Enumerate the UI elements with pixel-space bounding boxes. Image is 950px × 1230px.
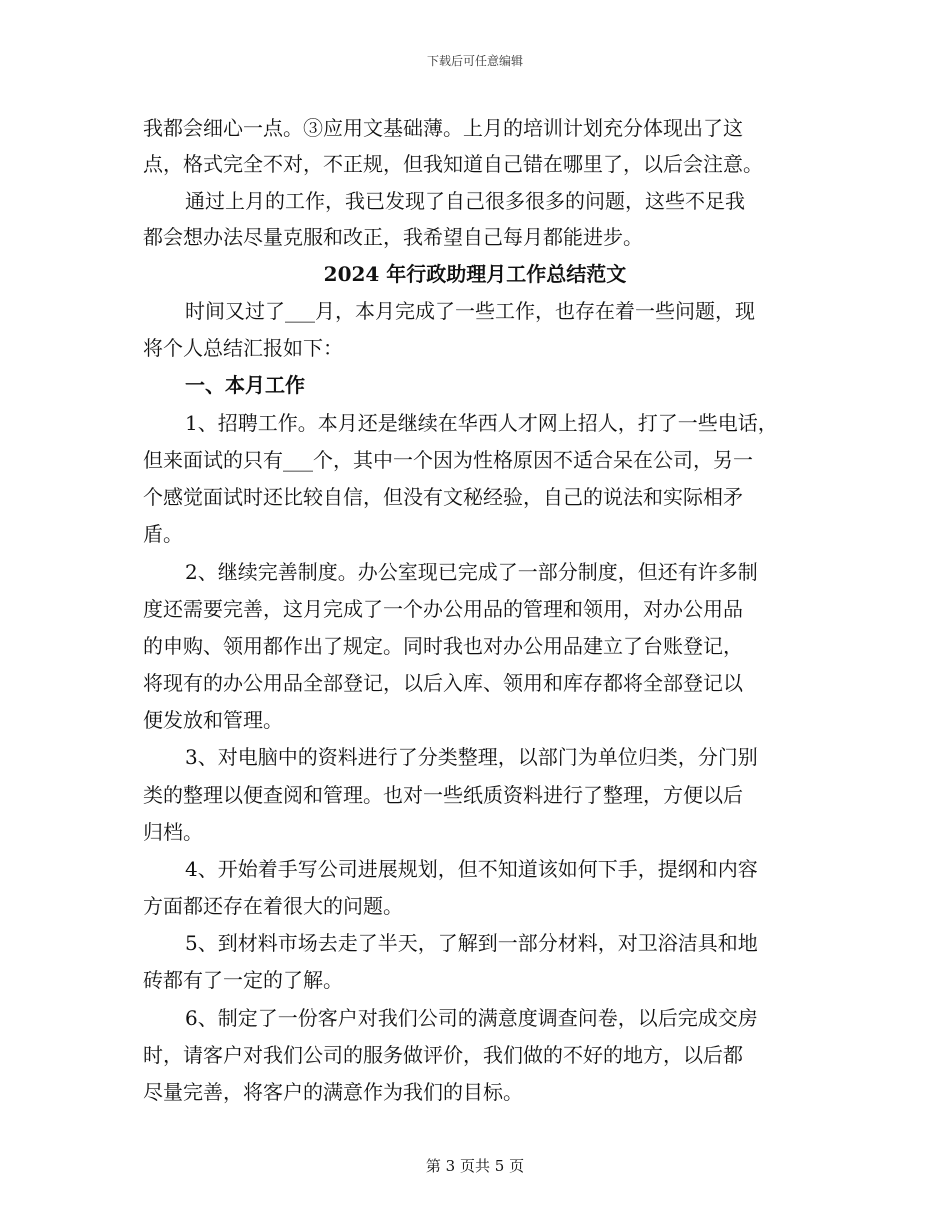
body-line: 个感觉面试时还比较自信，但没有文秘经验，自己的说法和实际相矛 [143, 485, 743, 509]
body-line: 尽量完善，将客户的满意作为我们的目标。 [143, 1080, 523, 1104]
body-line: 3、对电脑中的资料进行了分类整理，以部门为单位归类，分门别 [185, 745, 758, 769]
body-line: 点，格式完全不对，不正规，但我知道自己错在哪里了，以后会注意。 [143, 152, 763, 176]
body-line: 但来面试的只有___个，其中一个因为性格原因不适合呆在公司，另一 [143, 448, 753, 472]
body-line: 度还需要完善，这月完成了一个办公用品的管理和领用，对办公用品 [143, 597, 743, 621]
section-title: 2024 年行政助理月工作总结范文 [323, 262, 627, 286]
body-line: 便发放和管理。 [143, 708, 283, 732]
body-line: 5、到材料市场去走了半天，了解到一部分材料，对卫浴洁具和地 [185, 931, 758, 955]
body-line: 4、开始着手写公司进展规划，但不知道该如何下手，提纲和内容 [185, 857, 758, 881]
body-line: 我都会细心一点。③应用文基础薄。上月的培训计划充分体现出了这 [143, 116, 743, 140]
body-line: 都会想办法尽量克服和改正，我希望自己每月都能进步。 [143, 225, 643, 249]
body-line: 方面都还存在着很大的问题。 [143, 894, 403, 918]
body-line: 1、招聘工作。本月还是继续在华西人才网上招人，打了一些电话， [185, 411, 778, 435]
body-line: 归档。 [143, 820, 203, 844]
body-line: 通过上月的工作，我已发现了自己很多很多的问题，这些不足我 [185, 189, 745, 213]
page-footer: 第 3 页共 5 页 [425, 1157, 525, 1175]
body-line: 2、继续完善制度。办公室现已完成了一部分制度，但还有许多制 [185, 560, 758, 584]
body-line: 类的整理以便查阅和管理。也对一些纸质资料进行了整理，方便以后 [143, 783, 743, 807]
body-line: 时，请客户对我们公司的服务做评价，我们做的不好的地方，以后都 [143, 1043, 743, 1067]
subsection-heading: 一、本月工作 [185, 373, 305, 397]
body-line: 将个人总结汇报如下： [143, 336, 343, 360]
page-header: 下载后可任意编辑 [426, 54, 523, 68]
body-line: 砖都有了一定的了解。 [143, 968, 343, 992]
body-line: 6、制定了一份客户对我们公司的满意度调查问卷，以后完成交房 [185, 1006, 758, 1030]
body-line: 时间又过了___月，本月完成了一些工作，也存在着一些问题，现 [185, 299, 755, 323]
body-line: 将现有的办公用品全部登记，以后入库、领用和库存都将全部登记以 [143, 671, 743, 695]
body-line: 盾。 [143, 522, 183, 546]
body-line: 的申购、领用都作出了规定。同时我也对办公用品建立了台账登记， [143, 634, 743, 658]
